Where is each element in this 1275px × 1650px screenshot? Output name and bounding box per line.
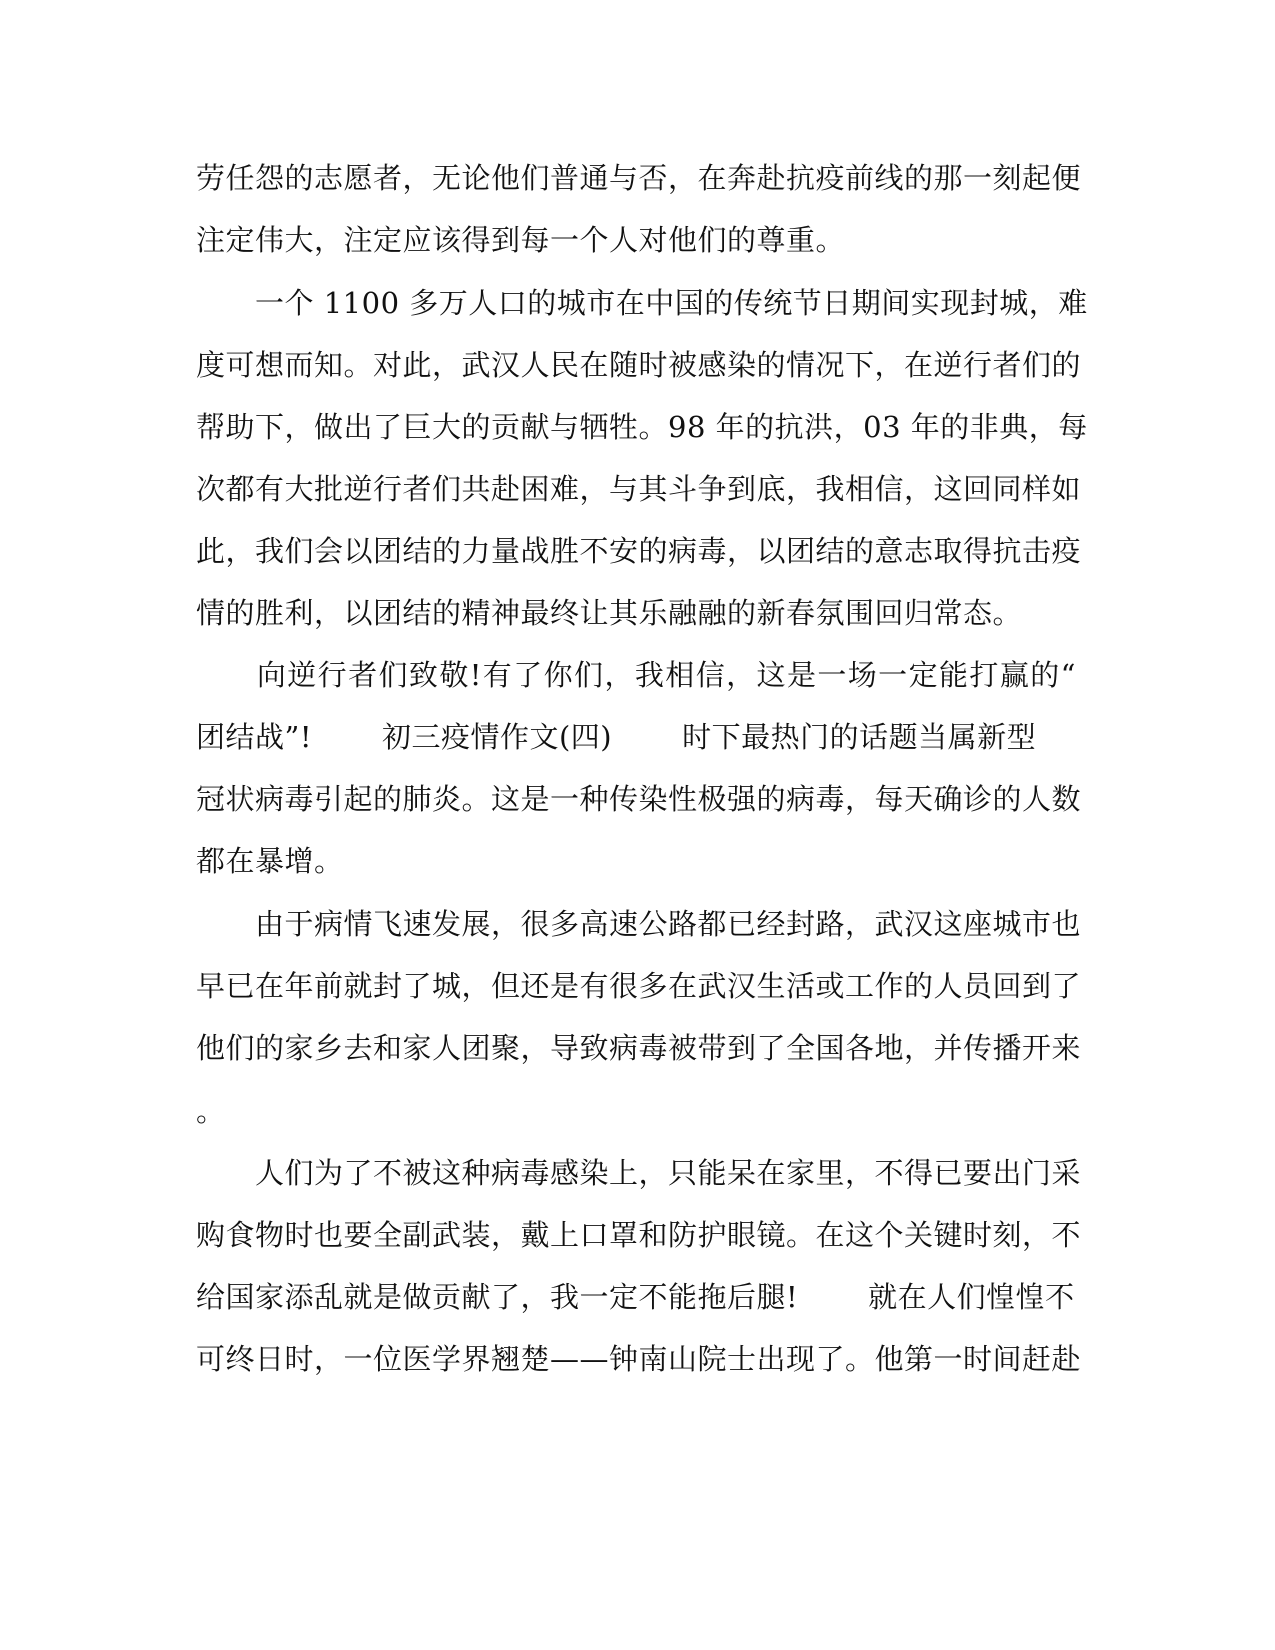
text-line: 情的胜利，以团结的精神最终让其乐融融的新春氛围回归常态。: [196, 596, 1023, 630]
text-line: 劳任怨的志愿者，无论他们普通与否，在奔赴抗疫前线的那一刻起便: [196, 161, 1082, 195]
text-line: 早已在年前就封了城，但还是有很多在武汉生活或工作的人员回到了: [196, 969, 1082, 1003]
text-line: 购食物时也要全副武装，戴上口罩和防护眼镜。在这个关键时刻，不: [196, 1218, 1082, 1252]
text-line: 他们的家乡去和家人团聚，导致病毒被带到了全国各地，并传播开来: [196, 1031, 1082, 1065]
text-segment: 给国家添乱就是做贡献了，我一定不能拖后腿!: [196, 1280, 799, 1314]
text-line: 注定伟大，注定应该得到每一个人对他们的尊重。: [196, 223, 846, 257]
text-line: 由于病情飞速发展，很多高速公路都已经封路，武汉这座城市也: [196, 907, 1082, 941]
text-line: 向逆行者们致敬!有了你们，我相信，这是一场一定能打赢的“: [196, 658, 1076, 692]
text-segment: 团结战”!: [196, 720, 312, 754]
text-line: 度可想而知。对此，武汉人民在随时被感染的情况下，在逆行者们的: [196, 348, 1082, 382]
text-line: 人们为了不被这种病毒感染上，只能呆在家里，不得已要出门采: [196, 1156, 1082, 1190]
text-line: 次都有大批逆行者们共赴困难，与其斗争到底，我相信，这回同样如: [196, 472, 1082, 506]
essay-heading: 初三疫情作文(四): [381, 720, 613, 754]
text-line: 冠状病毒引起的肺炎。这是一种传染性极强的病毒，每天确诊的人数: [196, 782, 1082, 816]
text-line: 一个 1100 多万人口的城市在中国的传统节日期间实现封城，难: [196, 286, 1088, 320]
text-segment: 就在人们惶惶不: [868, 1280, 1075, 1314]
text-line: 都在暴增。: [196, 844, 344, 878]
text-line-mixed: [196, 717, 1076, 757]
text-line: 可终日时，一位医学界翘楚——钟南山院士出现了。他第一时间赶赴: [196, 1342, 1082, 1376]
text-line: 帮助下，做出了巨大的贡献与牺牲。98 年的抗洪，03 年的非典，每: [196, 410, 1088, 444]
text-line-mixed: [196, 1277, 1076, 1317]
text-line: 。: [196, 1094, 226, 1128]
text-line: 此，我们会以团结的力量战胜不安的病毒，以团结的意志取得抗击疫: [196, 534, 1082, 568]
text-segment: 时下最热门的话题当属新型: [682, 720, 1037, 754]
